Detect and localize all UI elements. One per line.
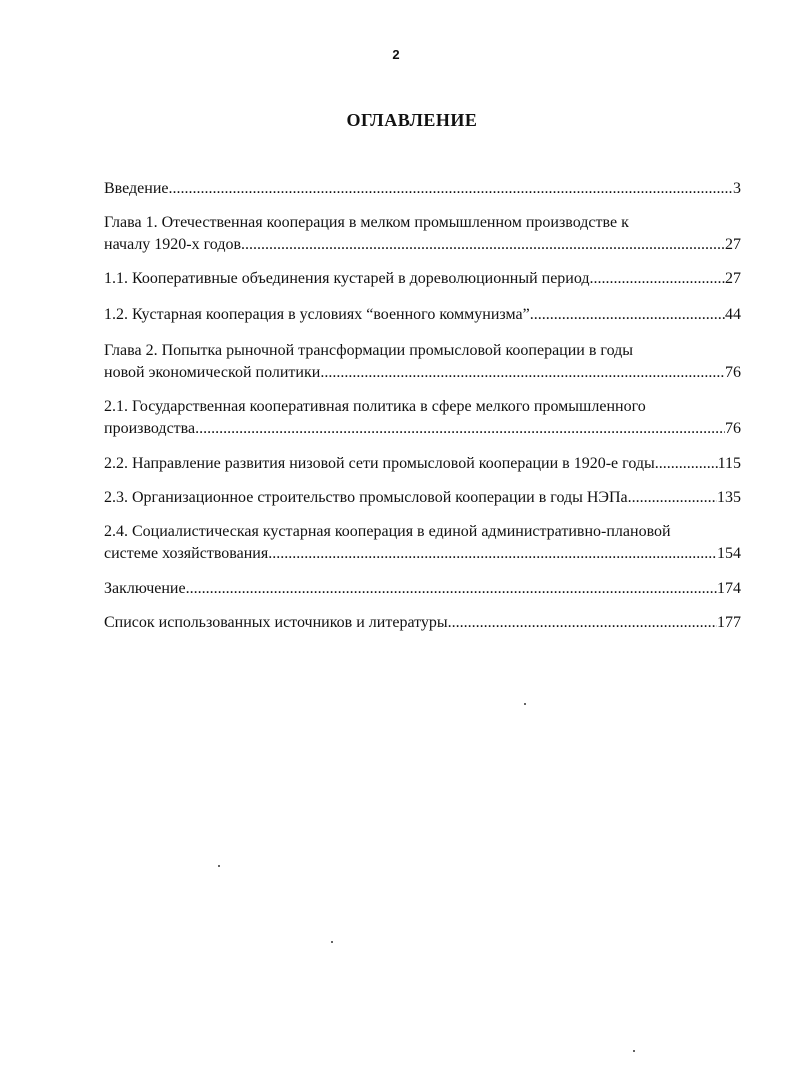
toc-entry-text: 2.2. Направление развития низовой сети промысловой кооперации в 1920-е годы	[104, 455, 655, 472]
toc-page-number: 154	[717, 545, 741, 562]
toc-entry-text: 2.3. Организационное строительство промысловой кооперации в годы НЭПа	[104, 489, 628, 506]
toc-leader-dots	[530, 304, 725, 326]
toc-page-number: 27	[725, 270, 741, 287]
toc-leader-dots	[655, 453, 718, 475]
toc-page-number: 76	[725, 420, 741, 437]
toc-leader-dots	[320, 362, 725, 384]
toc-entry-section-1-1[interactable]	[104, 268, 741, 290]
toc-entry-text: Глава 2. Попытка рыночной трансформации промысловой кооперации в годы	[104, 342, 634, 359]
toc-entry-section-1-2[interactable]	[104, 304, 741, 326]
toc-entry-chapter-1[interactable]	[104, 212, 741, 256]
scan-speck	[218, 865, 220, 867]
toc-page-number: 27	[725, 236, 741, 253]
toc-page-number: 115	[717, 455, 741, 472]
toc-entry-text: новой экономической политики	[104, 364, 321, 381]
toc-entry-text: 2.4. Социалистическая кустарная кооперация в единой административно-плановой	[104, 523, 671, 540]
toc-leader-dots	[186, 578, 717, 600]
scan-speck	[524, 703, 526, 705]
toc-entry-section-2-4[interactable]	[104, 521, 741, 565]
toc-entry-text: Введение	[104, 180, 169, 197]
toc-page-number: 177	[717, 614, 741, 631]
toc-entry-text: 1.1. Кооперативные объединения кустарей в дореволюционный период	[104, 270, 590, 287]
toc-entry-text: производства	[104, 420, 196, 437]
toc-leader-dots	[448, 612, 717, 634]
scan-speck	[331, 941, 333, 943]
toc-entry-text: началу 1920-х годов	[104, 236, 242, 253]
toc-leader-dots	[195, 418, 725, 440]
toc-entry-text: Список использованных источников и литературы	[104, 614, 448, 631]
toc-page-number: 3	[733, 180, 741, 197]
toc-page-number: 44	[725, 306, 741, 323]
toc-title: ОГЛАВЛЕНИЕ	[346, 110, 478, 130]
toc-page-number: 76	[725, 364, 741, 381]
toc-entry-text: Заключение	[104, 580, 186, 597]
toc-leader-dots	[268, 543, 717, 565]
toc-entry-text: системе хозяйствования	[104, 545, 269, 562]
toc-entry-conclusion[interactable]	[104, 578, 741, 600]
toc-entry-chapter-2[interactable]	[104, 340, 741, 384]
toc-leader-dots	[169, 178, 734, 200]
toc-entry-section-2-1[interactable]	[104, 396, 741, 440]
toc-entry-introduction[interactable]	[104, 178, 741, 200]
toc-entry-section-2-3[interactable]	[104, 487, 741, 509]
toc-entry-sources[interactable]	[104, 612, 741, 634]
toc-entry-text: 2.1. Государственная кооперативная политика в сфере мелкого промышленного	[104, 398, 646, 415]
toc-entry-text: 1.2. Кустарная кооперация в условиях “военного коммунизма”	[104, 306, 530, 323]
toc-leader-dots	[241, 234, 725, 256]
page-number: 2	[392, 47, 400, 62]
toc-leader-dots	[628, 487, 717, 509]
toc-page-number: 174	[717, 580, 741, 597]
toc-leader-dots	[590, 268, 725, 290]
toc-entry-section-2-2[interactable]	[104, 453, 741, 475]
toc-page-number: 135	[717, 489, 741, 506]
scan-speck	[633, 1050, 635, 1052]
toc-entry-text: Глава 1. Отечественная кооперация в мелком промышленном производстве к	[104, 214, 629, 231]
